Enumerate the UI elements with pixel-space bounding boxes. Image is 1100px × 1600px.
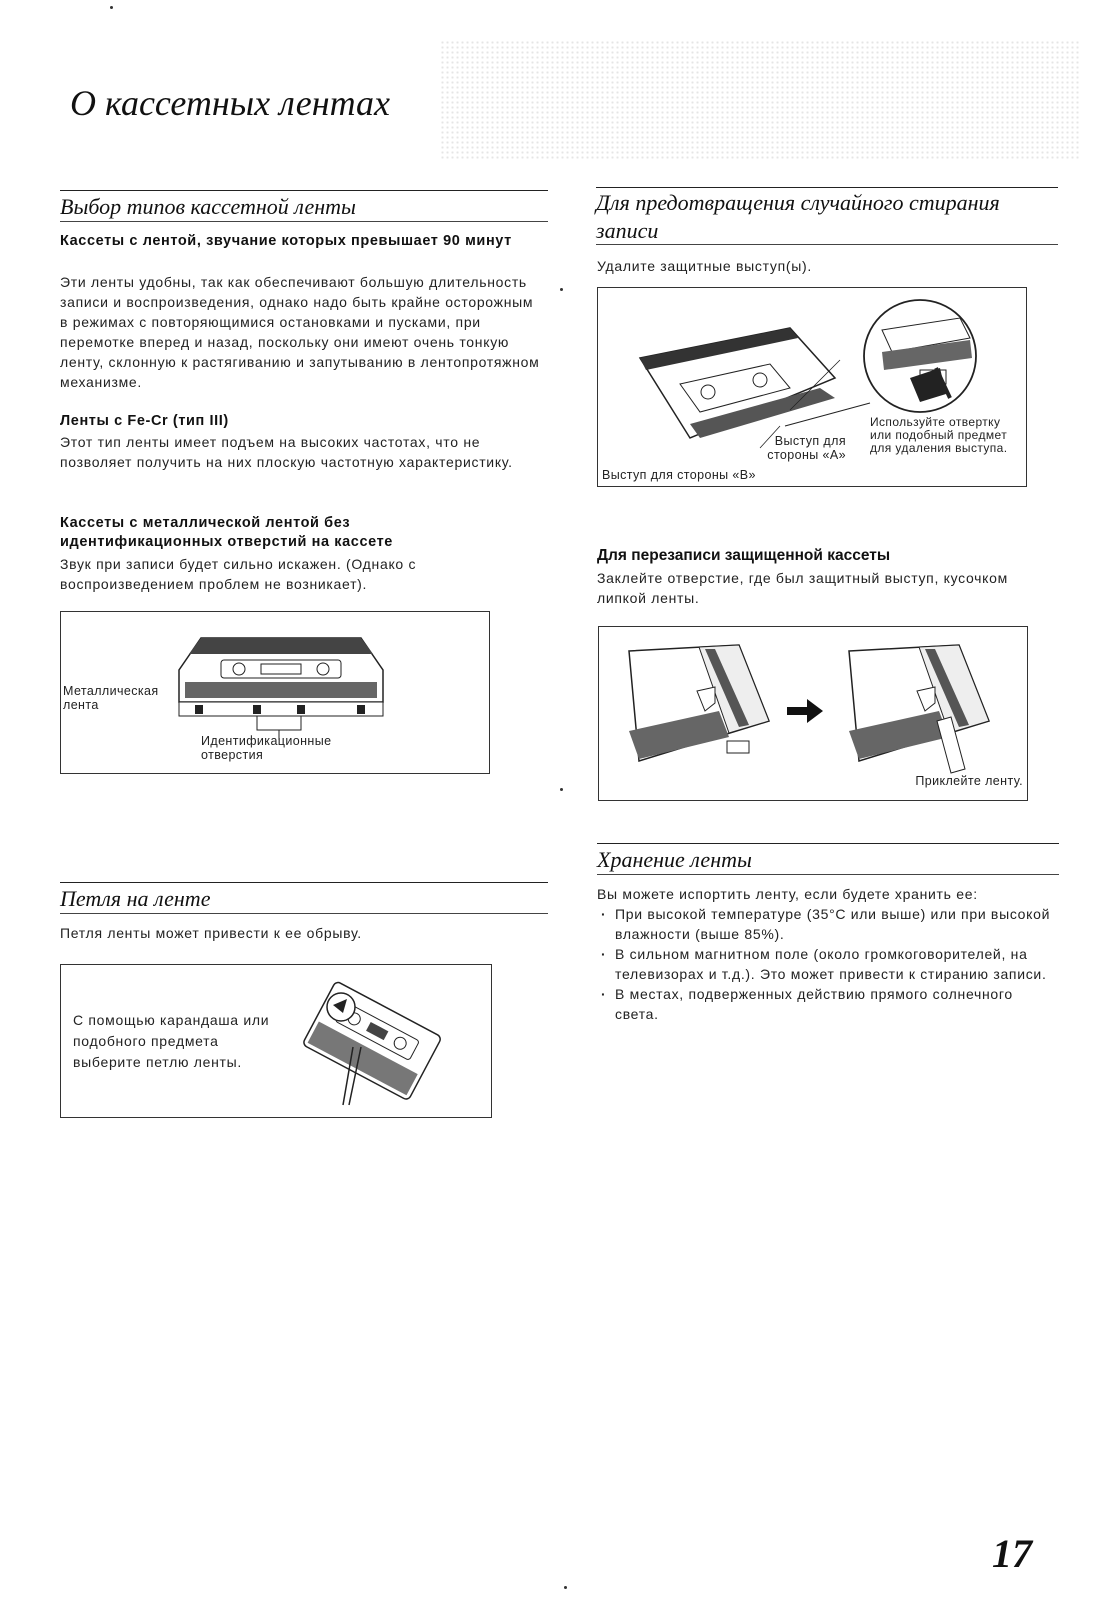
page-title: О кассетных лентах: [70, 83, 390, 123]
label-id-holes: Идентификационные отверстия: [201, 734, 332, 762]
scan-speck: [560, 288, 563, 291]
section-heading-erase-prevention: Для предотвращения случайного стирания записи: [596, 190, 1000, 243]
list-item: · В сильном магнитном поле (около громкоговорителей, на телевизорах и т.д.). Это может привести к стиранию записи.: [597, 944, 1059, 984]
text-fecr: Этот тип ленты имеет подъем на высоких частотах, что не позволяет получить на них плоскую частотную характеристику.: [60, 434, 513, 470]
text-storage-intro: Вы можете испортить ленту, если будете хранить ее:: [597, 886, 978, 902]
section-rule-bottom: [596, 244, 1058, 245]
subheading-rerecord: Для перезаписи защищенной кассеты: [597, 547, 891, 564]
label-tab-side-a: Выступ для стороны «A»: [767, 434, 846, 462]
text-loop: Петля ленты может привести к ее обрыву.: [60, 925, 362, 941]
label-tab-side-b: Выступ для стороны «B»: [602, 468, 756, 482]
scan-speck: [564, 1586, 567, 1589]
cassette-pencil-illustration: [283, 977, 453, 1107]
section-rule-top: [597, 843, 1059, 844]
scan-speck: [560, 788, 563, 791]
subheading-fecr: Ленты с Fe-Cr (тип III): [60, 413, 229, 429]
section-heading-storage: Хранение ленты: [597, 847, 752, 872]
cassette-tab-removed-illustration: [619, 641, 779, 781]
section-rule-bottom: [60, 913, 548, 914]
label-tool: Используйте отвертку или подобный предмет для удаления выступа.: [870, 415, 1008, 455]
text-erase-prevention: Удалите защитные выступ(ы).: [597, 258, 812, 274]
text-loop-figure: С помощью карандаша или подобного предмета выберите петлю ленты.: [73, 1012, 270, 1070]
text-metal: Звук при записи будет сильно искажен. (Однако с воспроизведением проблем не возникает).: [60, 556, 417, 592]
cassette-taped-illustration: [839, 641, 1009, 781]
subheading-metal: Кассеты с металлической лентой без идентификационных отверстий на кассете: [60, 515, 393, 550]
storage-list: [597, 904, 1059, 1024]
cassette-illustration: [161, 630, 401, 740]
subheading-long-tapes: Кассеты с лентой, звучание которых превышает 90 минут: [60, 233, 512, 249]
figure-loop: [60, 964, 492, 1118]
label-metal-tape: Металлическая лента: [63, 684, 159, 712]
page-number: 17: [992, 1531, 1032, 1576]
section-rule-top: [60, 882, 548, 883]
list-item: · В местах, подверженных действию прямого солнечного света.: [597, 984, 1059, 1024]
figure-rerecord: [598, 626, 1028, 801]
section-heading-loop: Петля на ленте: [60, 886, 211, 911]
section-rule-bottom: [597, 874, 1059, 875]
section-heading-tape-types: Выбор типов кассетной ленты: [60, 194, 356, 219]
section-rule-top: [596, 187, 1058, 188]
title-background-pattern: [440, 40, 1080, 160]
label-apply-tape: Приклейте ленту.: [915, 774, 1023, 788]
section-rule-bottom: [60, 221, 548, 222]
scan-speck: [110, 6, 113, 9]
section-rule-top: [60, 190, 548, 191]
arrow-right-icon: [787, 699, 823, 723]
text-long-tapes: Эти ленты удобны, так как обеспечивают большую длительность записи и воспроизведения, однако надо быть крайне осторожным в режимах с повторяющимися остановками и пусками, при перемотке вперед и назад, поскольку они имеют очень тонкую ленту, склонную к растягиванию и запутыванию в лентопротяжном механизме.: [60, 274, 540, 390]
figure-erase-tab: [597, 287, 1027, 487]
figure-metal-tape: [60, 611, 490, 774]
list-item: · При высокой температуре (35°C или выше) или при высокой влажности (выше 85%).: [597, 904, 1059, 944]
text-rerecord: Заклейте отверстие, где был защитный выступ, кусочком липкой ленты.: [597, 570, 1008, 606]
